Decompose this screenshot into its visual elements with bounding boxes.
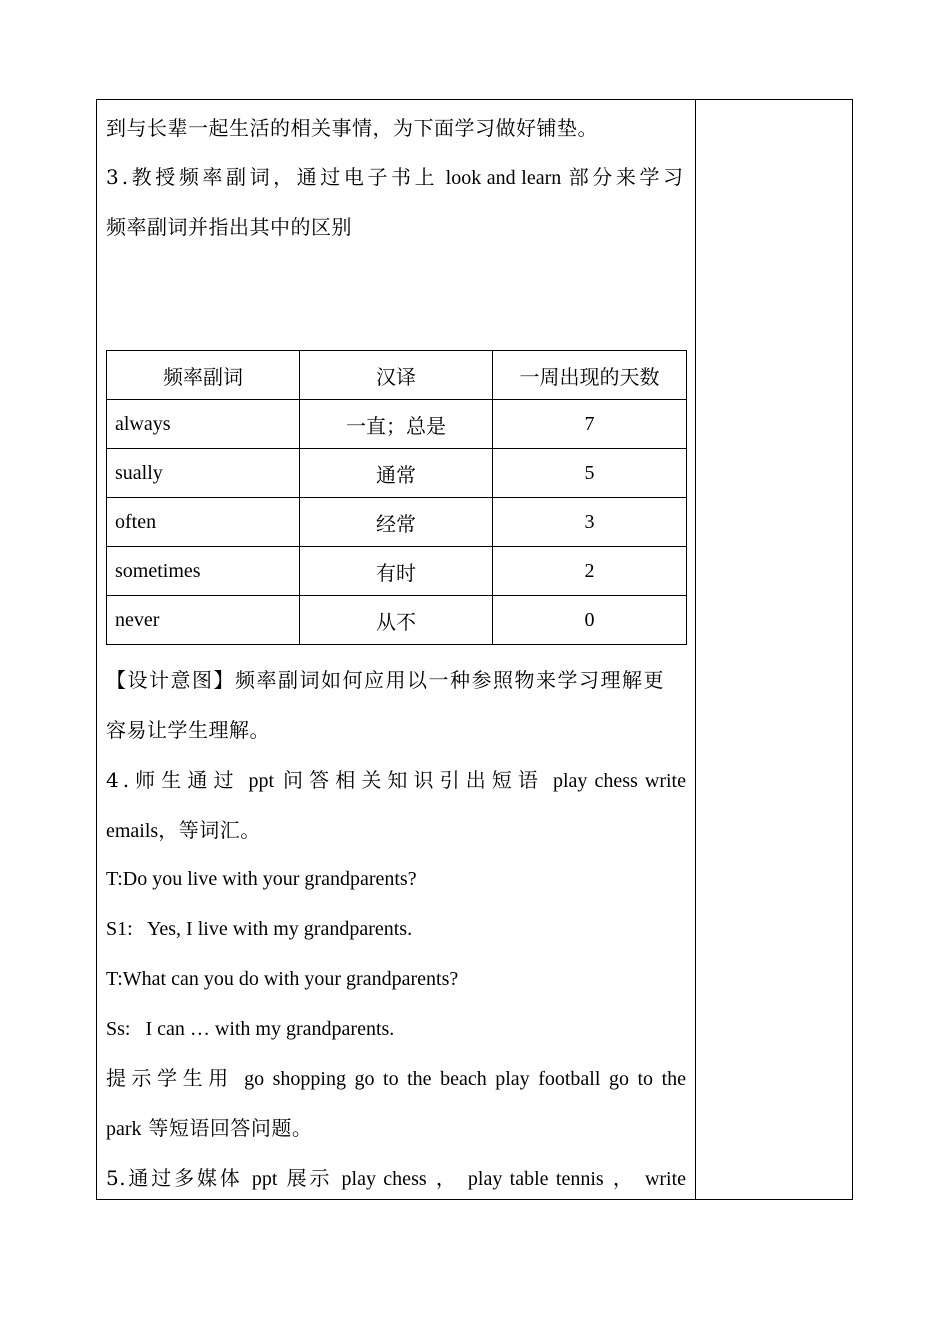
lesson-table [96,99,853,1200]
dialogue-line: S1: Yes, I live with my grandparents. [106,918,413,940]
text-span: 部分来学习 [568,165,687,189]
text-span: ，等词汇。 [158,818,261,842]
text-span: ppt [251,1168,278,1190]
text-span: 5.通过多媒体 [106,1166,243,1190]
frequency-adverb-table [106,350,687,645]
table-cell: sometimes [107,547,300,596]
table-cell: 5 [493,449,687,498]
text-span: 等短语回答问题。 [148,1116,313,1140]
paragraph-line [106,765,686,795]
text-span: 问答相关知识引出短语 [283,768,544,792]
text-span: play chess [341,1168,427,1190]
table-header: 频率副词 [107,351,300,400]
table-cell: 从不 [300,596,493,645]
table-cell: never [107,596,300,645]
text-span: 4.师生通过 [106,768,240,792]
paragraph-line [106,1063,686,1093]
table-cell: 3 [493,498,687,547]
text-span: emails [106,820,159,842]
table-cell: always [107,400,300,449]
text-span: go shopping go to the beach play football go to the [244,1068,687,1090]
table-row [107,547,687,596]
text-span: 展示 [286,1166,333,1190]
table-header-row [107,351,687,400]
table-header: 汉译 [300,351,493,400]
dialogue-line: Ss: I can … with my grandparents. [106,1018,395,1040]
table-row [107,400,687,449]
paragraph-line: 到与长辈一起生活的相关事情，为下面学习做好铺垫。 [106,116,598,140]
table-cell: 通常 [300,449,493,498]
text-span: ppt [248,770,275,792]
table-cell: 2 [493,547,687,596]
text-span: ， [612,1166,636,1190]
paragraph-line [106,1163,686,1193]
table-cell: 经常 [300,498,493,547]
design-intent-line: 【设计意图】频率副词如何应用以一种参照物来学习理解更 [106,668,665,692]
paragraph-line [106,1113,686,1143]
text-span: look and learn [445,167,562,189]
paragraph-line [106,815,686,845]
table-cell: often [107,498,300,547]
design-intent-line: 容易让学生理解。 [106,718,270,742]
text-span: park [106,1118,142,1140]
table-cell: 有时 [300,547,493,596]
dialogue-line: T:What can you do with your grandparents? [106,968,459,990]
table-row [107,596,687,645]
text-span: ， [435,1166,459,1190]
text-span: play chess write [552,770,686,792]
column-divider [695,100,696,1199]
paragraph-line [106,162,686,192]
text-span: write [644,1168,687,1190]
table-row [107,498,687,547]
table-header: 一周出现的天数 [493,351,687,400]
table-row [107,449,687,498]
text-span: play table tennis [467,1168,604,1190]
table-cell: 一直；总是 [300,400,493,449]
text-span: 3.教授频率副词，通过电子书上 [106,165,439,189]
table-cell: 0 [493,596,687,645]
text-span: 提示学生用 [106,1066,234,1090]
table-cell: sually [107,449,300,498]
paragraph-line: 频率副词并指出其中的区别 [106,215,352,239]
dialogue-line: T:Do you live with your grandparents? [106,868,417,890]
table-cell: 7 [493,400,687,449]
